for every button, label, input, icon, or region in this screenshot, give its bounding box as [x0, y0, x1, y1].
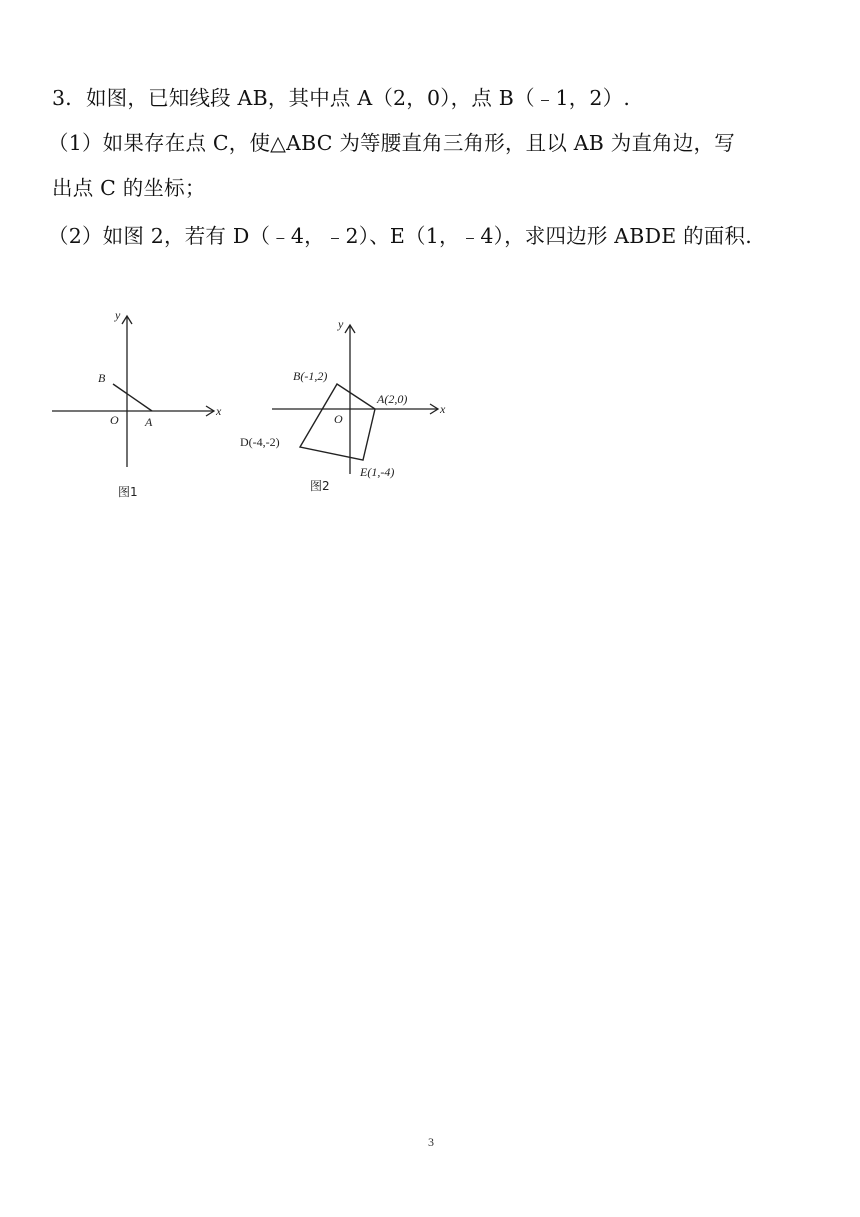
- figure-2-point-e-label: E(1,-4): [360, 465, 395, 479]
- figure-2-y-label: y: [338, 317, 344, 331]
- question-title: 3．如图，已知线段 AB，其中点 A（2，0），点 B（﹣1，2）.: [52, 86, 631, 110]
- figure-2-caption: 图2: [310, 479, 330, 493]
- figure-2: [236, 312, 456, 507]
- figure-2-x-label: x: [440, 402, 446, 416]
- figure-1-point-b-label: B: [98, 371, 106, 385]
- question-part1-line1: （1）如果存在点 C，使△ABC 为等腰直角三角形，且以 AB 为直角边，写: [48, 131, 735, 155]
- figure-2-point-b-label: B(-1,2): [293, 369, 328, 383]
- figure-1-caption: 图1: [118, 485, 138, 499]
- figure-2-point-a-label: A(2,0): [377, 392, 408, 406]
- figure-1-x-label: x: [216, 404, 222, 418]
- figure-1-y-label: y: [115, 308, 121, 322]
- figure-1-point-a-label: A: [145, 415, 153, 429]
- figure-2-point-d-label: D(-4,-2): [240, 435, 280, 449]
- figure-1: [48, 300, 228, 505]
- page-number: 3: [428, 1135, 434, 1149]
- segment-ab: [113, 384, 152, 411]
- figure-1-origin-label: O: [110, 413, 119, 427]
- question-part2: （2）如图 2，若有 D（﹣4，﹣2）、E（1，﹣4），求四边形 ABDE 的面积.: [48, 224, 752, 248]
- figure-2-origin-label: O: [334, 412, 343, 426]
- question-part1-line2: 出点 C 的坐标；: [52, 176, 206, 200]
